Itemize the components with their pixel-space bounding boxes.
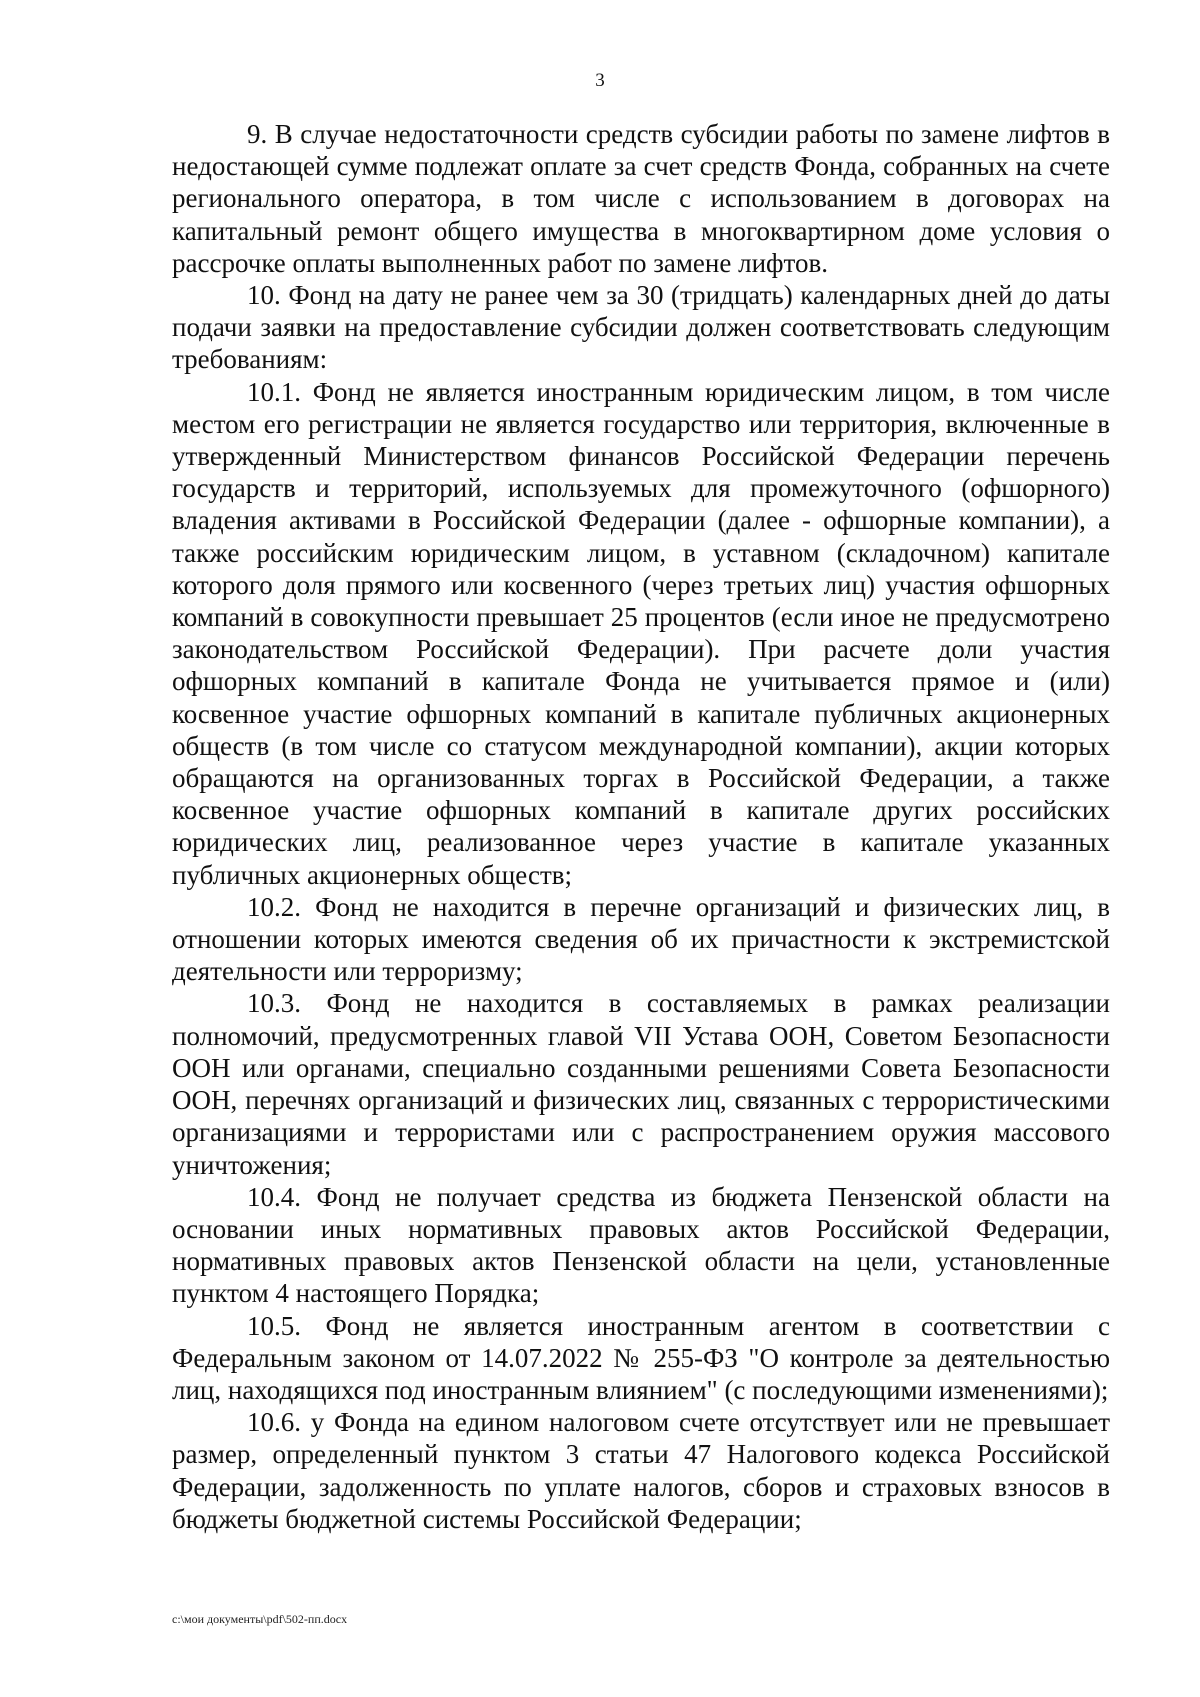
page-number: 3 [595,70,605,91]
document-body [172,118,1110,1535]
paragraph-10-5: 10.5. Фонд не является иностранным агентом в соответствии с Федеральным законом от 14.07.2022 № 255-ФЗ "О контроле за деятельностью лиц, находящихся под иностранным влиянием" (с последующими изменениями); [172,1310,1110,1405]
paragraph-10-6: 10.6. у Фонда на едином налоговом счете отсутствует или не превышает размер, определенный пунктом 3 статьи 47 Налогового кодекса Российской Федерации, задолженность по уплате налогов, сборов и страховых взносов в бюджеты бюджетной системы Российской Федерации; [172,1407,1110,1534]
paragraph-10-3: 10.3. Фонд не находится в составляемых в рамках реализации полномочий, предусмотренных главой VII Устава ООН, Советом Безопасности ООН или органами, специально созданными решениями Совета Безопасности ООН, перечнях организаций и физических лиц, связанных с террористическими организациями и террористами или с распространением оружия массового уничтожения; [172,988,1110,1180]
paragraph-10: 10. Фонд на дату не ранее чем за 30 (тридцать) календарных дней до даты подачи заявки на предоставление субсидии должен соответствовать следующим требованиям: [172,280,1110,375]
paragraph-10-1: 10.1. Фонд не является иностранным юридическим лицом, в том числе местом его регистрации не является государство или территория, включенные в утвержденный Министерством финансов Российской Федерации перечень государств и территорий, используемых для промежуточного (офшорного) владения активами в Российской Федерации (далее - офшорные компании), а также российским юридическим лицом, в уставном (складочном) капитале которого доля прямого или косвенного (через третьих лиц) участия офшорных компаний в совокупности превышает 25 процентов (если иное не предусмотрено законодательством Российской Федерации). При расчете доли участия офшорных компаний в капитале Фонда не учитывается прямое и (или) косвенное участие офшорных компаний в капитале публичных акционерных обществ (в том числе со статусом международной компании), акции которых обращаются на организованных торгах в Российской Федерации, а также косвенное участие офшорных компаний в капитале других российских юридических лиц, реализованное через участие в капитале указанных публичных акционерных обществ; [172,376,1110,890]
footer-file-path: c:\мои документы\pdf\502-пп.docx [172,1612,348,1626]
paragraph-10-4: 10.4. Фонд не получает средства из бюджета Пензенской области на основании иных нормативных правовых актов Российской Федерации, нормативных правовых актов Пензенской области на цели, установленные пунктом 4 настоящего Порядка; [172,1181,1110,1309]
paragraph-9: 9. В случае недостаточности средств субсидии работы по замене лифтов в недостающей сумме подлежат оплате за счет средств Фонда, собранных на счете регионального оператора, в том числе с использованием в договорах на капитальный ремонт общего имущества в многоквартирном доме условия о рассрочке оплаты выполненных работ по замене лифтов. [172,119,1110,278]
paragraph-10-2: 10.2. Фонд не находится в перечне организаций и физических лиц, в отношении которых имеются сведения об их причастности к экстремистской деятельности или терроризму; [172,891,1110,987]
